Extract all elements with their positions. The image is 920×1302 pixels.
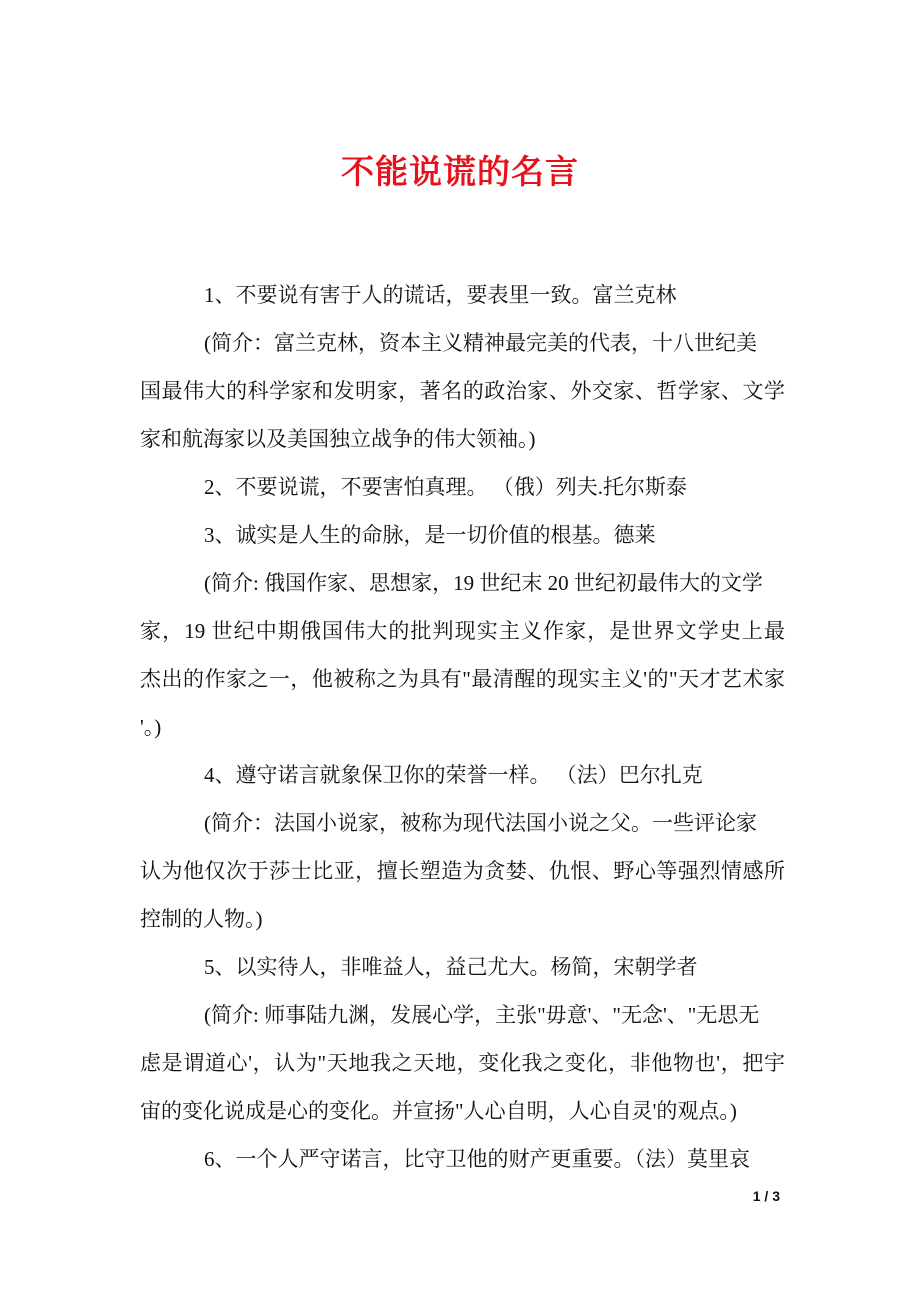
text-line: 家，19 世纪中期俄国伟大的批判现实主义作家，是世界文学史上最: [140, 619, 785, 643]
text-line: 杰出的作家之一，他被称之为具有"最清醒的现实主义'的"天才艺术家: [140, 667, 785, 691]
text-line: 2、不要说谎，不要害怕真理。 （俄）列夫.托尔斯泰: [204, 475, 687, 499]
text-line: (简介：富兰克林，资本主义精神最完美的代表，十八世纪美: [204, 331, 757, 355]
text-line: 虑是谓道心'，认为"天地我之天地，变化我之变化，非他物也'，把宇: [140, 1051, 785, 1075]
page-number: 1 / 3: [752, 1188, 780, 1204]
text-line: 6、一个人严守诺言，比守卫他的财产更重要。（法）莫里哀: [204, 1147, 750, 1171]
text-line: (简介：法国小说家，被称为现代法国小说之父。一些评论家: [204, 811, 757, 835]
text-line: 认为他仅次于莎士比亚，擅长塑造为贪婪、仇恨、野心等强烈情感所: [140, 859, 785, 883]
text-line: '。): [140, 715, 162, 739]
document-body: [140, 271, 785, 1183]
document-title: 不能说谎的名言: [341, 155, 579, 191]
text-line: (简介: 俄国作家、思想家，19 世纪末 20 世纪初最伟大的文学: [204, 571, 763, 595]
text-line: 宙的变化说成是心的变化。并宣扬"人心自明，人心自灵'的观点。): [140, 1099, 737, 1123]
text-line: 5、以实待人，非唯益人，益己尤大。杨简，宋朝学者: [204, 955, 698, 979]
text-line: 4、遵守诺言就象保卫你的荣誉一样。 （法）巴尔扎克: [204, 763, 703, 787]
text-line: 1、不要说有害于人的谎话，要表里一致。富兰克林: [204, 283, 677, 307]
text-line: 家和航海家以及美国独立战争的伟大领袖。): [140, 427, 536, 451]
text-line: 3、诚实是人生的命脉，是一切价值的根基。德莱: [204, 523, 656, 547]
text-line: (简介: 师事陆九渊，发展心学，主张"毋意'、"无念'、"无思无: [204, 1003, 760, 1027]
text-line: 国最伟大的科学家和发明家，著名的政治家、外交家、哲学家、文学: [140, 379, 785, 403]
text-line: 控制的人物。): [140, 907, 263, 931]
